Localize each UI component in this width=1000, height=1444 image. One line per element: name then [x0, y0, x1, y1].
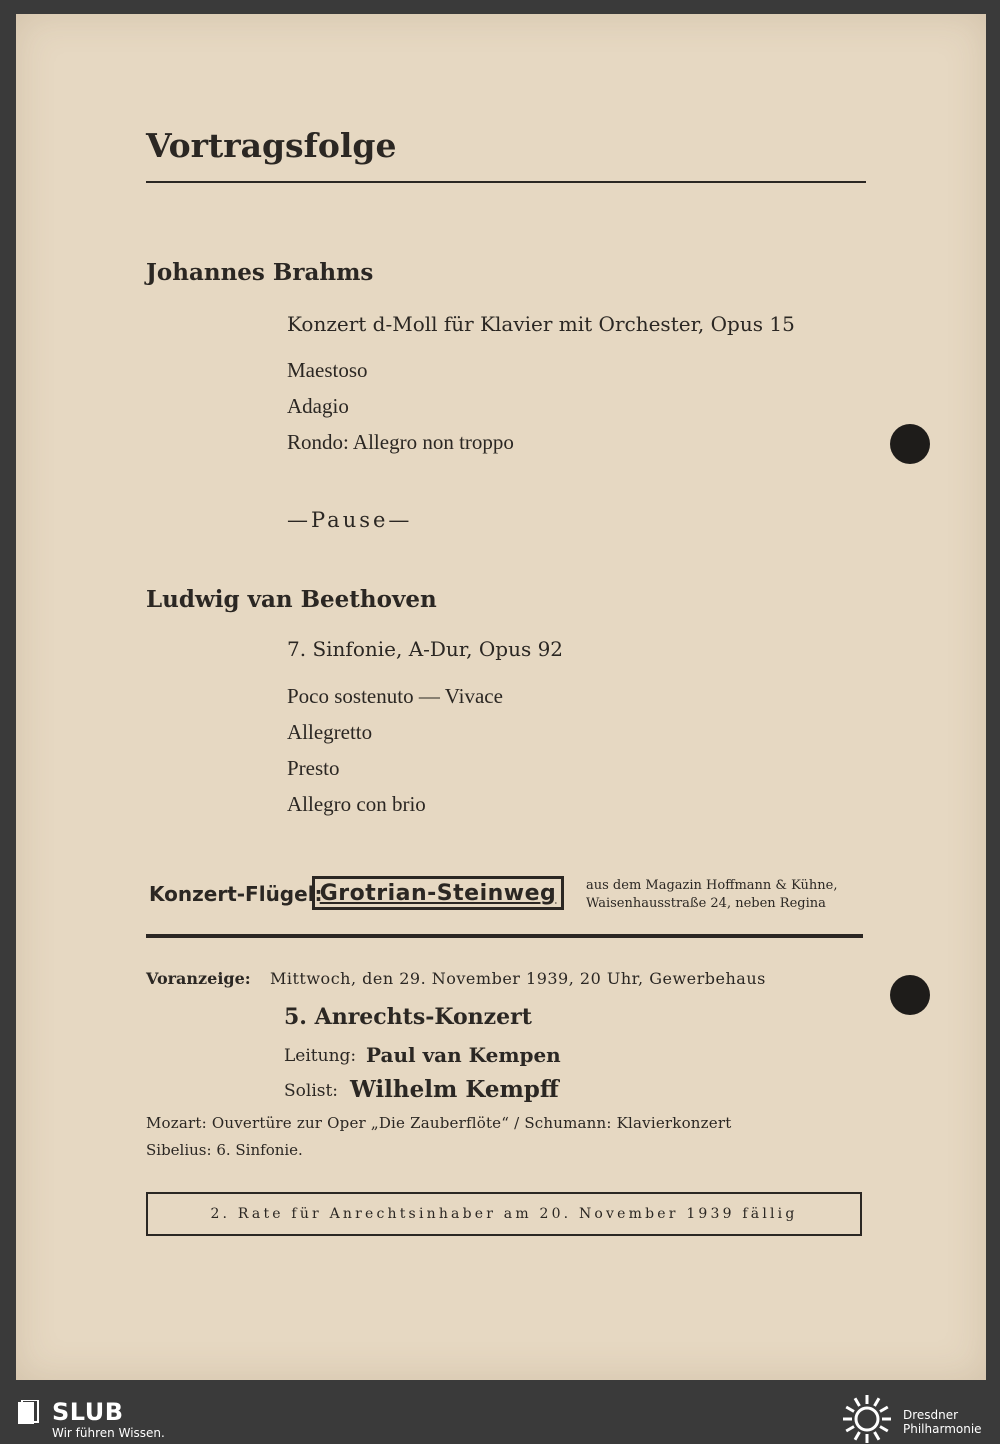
branding-bar: [0, 1392, 1000, 1444]
conductor-label: Leitung:: [284, 1046, 357, 1066]
partner-line: Dresdner: [903, 1408, 959, 1422]
movement-item: Rondo: Allegro non troppo: [287, 430, 514, 454]
composer-beethoven: Ludwig van Beethoven: [146, 586, 437, 613]
punch-hole: [890, 975, 930, 1015]
movement-item: Adagio: [287, 394, 349, 418]
book-icon: [14, 1400, 40, 1426]
sunburst-icon: [842, 1394, 892, 1444]
movement-item: Presto: [287, 756, 340, 780]
movement-item: Allegretto: [287, 720, 373, 744]
program-heading: Vortragsfolge: [146, 126, 397, 165]
announcement-label: Voranzeige:: [146, 969, 251, 988]
payment-notice: 2. Rate für Anrechtsinhaber am 20. November 1939 fällig: [146, 1192, 862, 1236]
piano-store-line: aus dem Magazin Hoffmann & Kühne,: [586, 878, 838, 893]
piano-label: Konzert-Flügel:: [149, 882, 323, 906]
program-page: [16, 14, 986, 1380]
punch-hole: [890, 424, 930, 464]
slub-tagline: Wir führen Wissen.: [52, 1426, 165, 1440]
conductor-name: Paul van Kempen: [366, 1043, 561, 1067]
announcement-concert: 5. Anrechts-Konzert: [284, 1004, 532, 1030]
movement-item: Maestoso: [287, 358, 368, 382]
piano-store-line: Waisenhausstraße 24, neben Regina: [586, 896, 826, 911]
soloist-name: Wilhelm Kempff: [350, 1076, 559, 1103]
announcement-program: Sibelius: 6. Sinfonie.: [146, 1141, 303, 1159]
movement-item: Poco sostenuto — Vivace: [287, 684, 503, 708]
heading-rule: [146, 181, 866, 183]
announcement-program: Mozart: Ouvertüre zur Oper „Die Zauberflöte“ / Schumann: Klavierkonzert: [146, 1114, 732, 1132]
slub-name: SLUB: [52, 1398, 124, 1426]
announcement-date: Mittwoch, den 29. November 1939, 20 Uhr, Gewerbehaus: [270, 969, 766, 988]
soloist-label: Solist:: [284, 1081, 339, 1101]
movement-item: Allegro con brio: [287, 792, 426, 816]
section-rule: [146, 934, 863, 938]
partner-name: [903, 1408, 982, 1436]
composer-brahms: Johannes Brahms: [146, 259, 374, 286]
intermission: —Pause—: [287, 508, 413, 532]
partner-line: Philharmonie: [903, 1422, 982, 1436]
work-beethoven: 7. Sinfonie, A-Dur, Opus 92: [287, 637, 564, 661]
work-brahms: Konzert d-Moll für Klavier mit Orchester, Opus 15: [287, 312, 795, 336]
piano-brand-logo: Grotrian-Steinweg: [312, 876, 564, 910]
